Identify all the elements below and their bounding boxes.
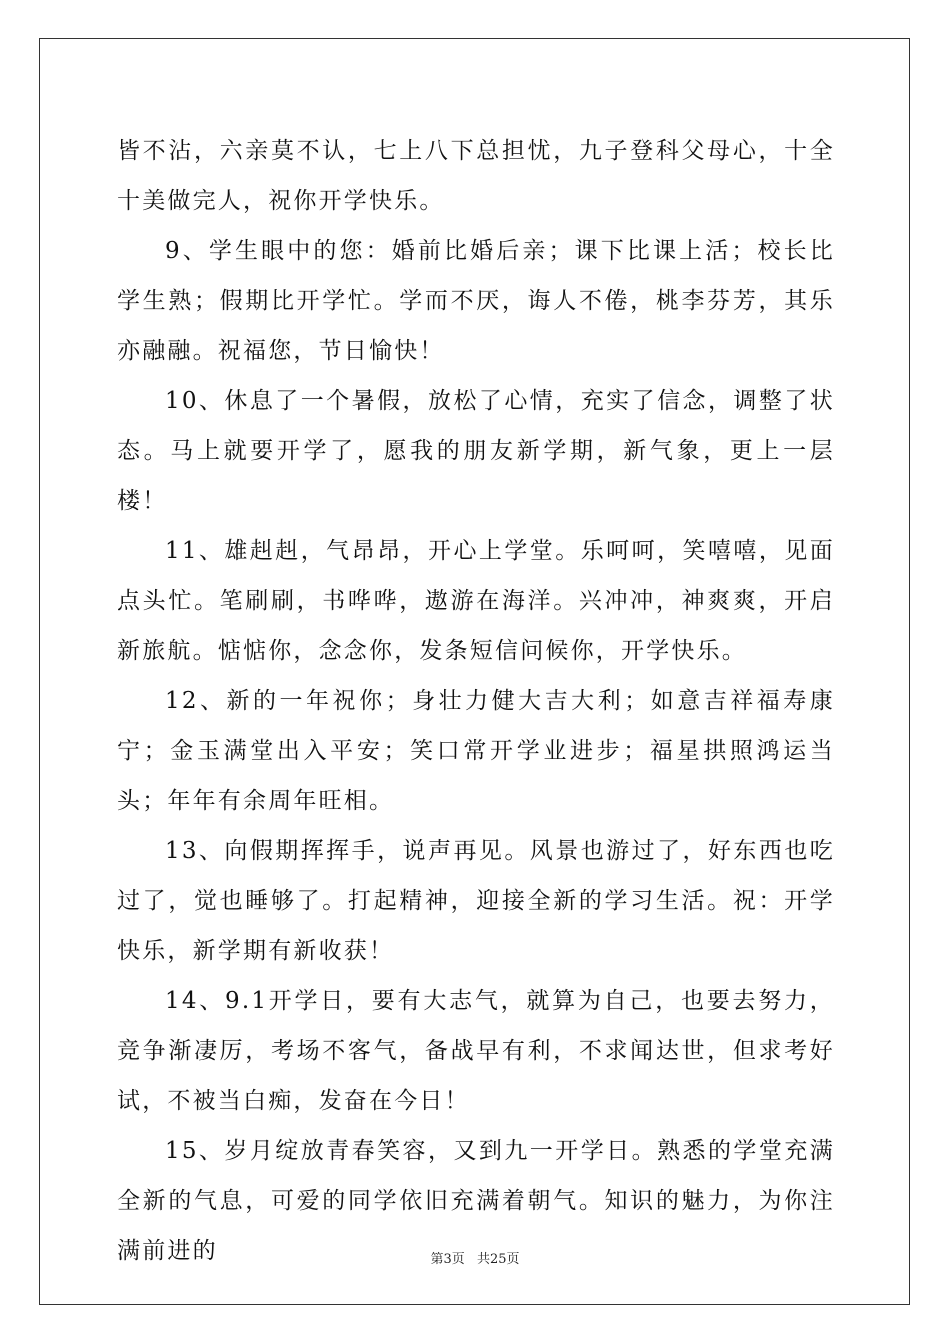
paragraph-14: 14、9.1开学日，要有大志气，就算为自己，也要去努力，竞争渐凄厉，考场不客气，备战早有利，不求闻达世，但求考好试，不被当白痴，发奋在今日！ — [117, 988, 835, 1114]
paragraph-12: 12、新的一年祝你；身壮力健大吉大利；如意吉祥福寿康宁；金玉满堂出入平安；笑口常开学业进步；福星拱照鸿运当头；年年有余周年旺相。 — [117, 688, 835, 814]
paragraph-continuation: 皆不沾，六亲莫不认，七上八下总担忧，九子登科父母心，十全十美做完人，祝你开学快乐。 — [117, 138, 835, 214]
paragraph-10: 10、休息了一个暑假，放松了心情，充实了信念，调整了状态。马上就要开学了，愿我的朋友新学期，新气象，更上一层楼！ — [117, 388, 835, 514]
paragraph-15: 15、岁月绽放青春笑容，又到九一开学日。熟悉的学堂充满全新的气息，可爱的同学依旧充满着朝气。知识的魅力，为你注满前进的 — [117, 1138, 835, 1264]
page-footer — [0, 1248, 950, 1267]
paragraph-13: 13、向假期挥挥手，说声再见。风景也游过了，好东西也吃过了，觉也睡够了。打起精神，迎接全新的学习生活。祝：开学快乐，新学期有新收获！ — [117, 838, 835, 964]
page-number: 第3页 — [430, 1252, 465, 1267]
page-total: 共25页 — [476, 1252, 520, 1267]
document-body — [117, 126, 835, 1276]
paragraph-9: 9、学生眼中的您：婚前比婚后亲；课下比课上活；校长比学生熟；假期比开学忙。学而不厌，诲人不倦，桃李芬芳，其乐亦融融。祝福您，节日愉快！ — [117, 238, 835, 364]
paragraph-11: 11、雄赳赳，气昂昂，开心上学堂。乐呵呵，笑嘻嘻，见面点头忙。笔刷刷，书哗哗，遨游在海洋。兴冲冲，神爽爽，开启新旅航。惦惦你，念念你，发条短信问候你，开学快乐。 — [117, 538, 835, 664]
